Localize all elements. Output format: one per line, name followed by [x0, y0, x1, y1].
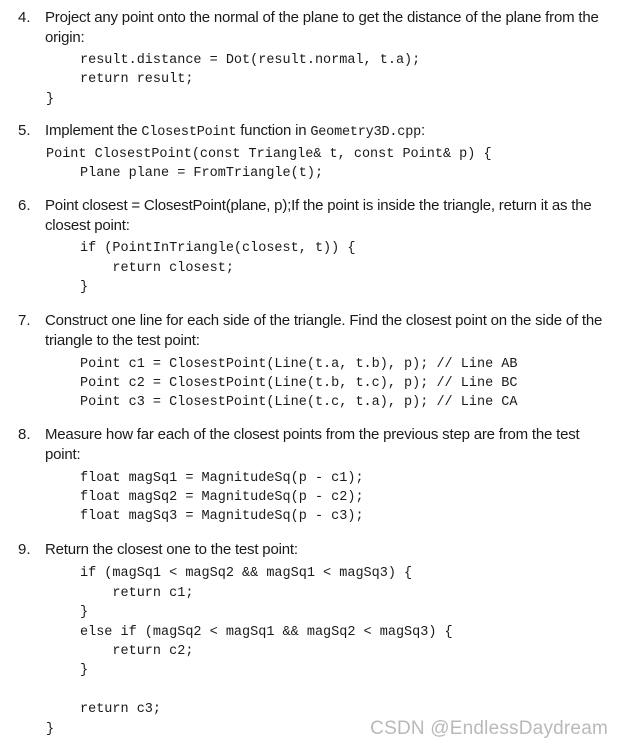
text-part: function in: [236, 122, 311, 139]
code-line: return c1;: [80, 586, 194, 601]
code-line: return c2;: [80, 644, 194, 659]
watermark: CSDN @EndlessDaydream: [370, 718, 608, 739]
step-description: [45, 121, 610, 143]
code-closing-brace: }: [46, 722, 55, 737]
step-number: 9.: [18, 541, 31, 558]
step-number: 6.: [18, 197, 31, 214]
step-number: 8.: [18, 426, 31, 443]
step-description: Point closest = ClosestPoint(plane, p);If the point is inside the triangle, return it as the closest point:: [45, 197, 592, 234]
text-part: :: [421, 122, 425, 139]
code-line: Point c3 = ClosestPoint(Line(t.c, t.a), p); // Line CA: [80, 395, 518, 410]
code-line: }: [80, 280, 89, 295]
code-line: float magSq3 = MagnitudeSq(p - c3);: [80, 509, 364, 524]
code-line: float magSq2 = MagnitudeSq(p - c2);: [80, 490, 364, 505]
inline-code: Geometry3D.cpp: [310, 125, 421, 140]
code-closing-brace: }: [46, 92, 55, 107]
code-line: if (magSq1 < magSq2 && magSq1 < magSq3) {: [80, 566, 413, 581]
code-line: return closest;: [80, 261, 234, 276]
code-line: Point c2 = ClosestPoint(Line(t.b, t.c), p); // Line BC: [80, 376, 518, 391]
code-line: Plane plane = FromTriangle(t);: [80, 166, 324, 181]
step-description: Construct one line for each side of the triangle. Find the closest point on the side of the triangle to the test point:: [45, 312, 603, 349]
step-number: 5.: [18, 122, 31, 139]
step-number: 4.: [18, 9, 31, 26]
inline-code: ClosestPoint: [141, 125, 237, 140]
code-line: return c3;: [80, 702, 162, 717]
code-line: }: [80, 663, 89, 678]
code-line: Point c1 = ClosestPoint(Line(t.a, t.b), p); // Line AB: [80, 357, 518, 372]
text-part: Implement the: [45, 122, 142, 139]
step-description: Measure how far each of the closest points from the previous step are from the test point:: [45, 426, 580, 463]
code-line: }: [80, 605, 89, 620]
code-line: if (PointInTriangle(closest, t)) {: [80, 241, 356, 256]
code-line: return result;: [80, 72, 194, 87]
code-line: result.distance = Dot(result.normal, t.a);: [80, 53, 421, 68]
step-description: Project any point onto the normal of the plane to get the distance of the plane from the origin:: [45, 9, 599, 46]
code-line: Point ClosestPoint(const Triangle& t, const Point& p) {: [46, 147, 492, 162]
code-line: else if (magSq2 < magSq1 && magSq2 < magSq3) {: [80, 625, 453, 640]
step-description: Return the closest one to the test point:: [45, 541, 298, 558]
step-number: 7.: [18, 312, 31, 329]
code-line: float magSq1 = MagnitudeSq(p - c1);: [80, 471, 364, 486]
